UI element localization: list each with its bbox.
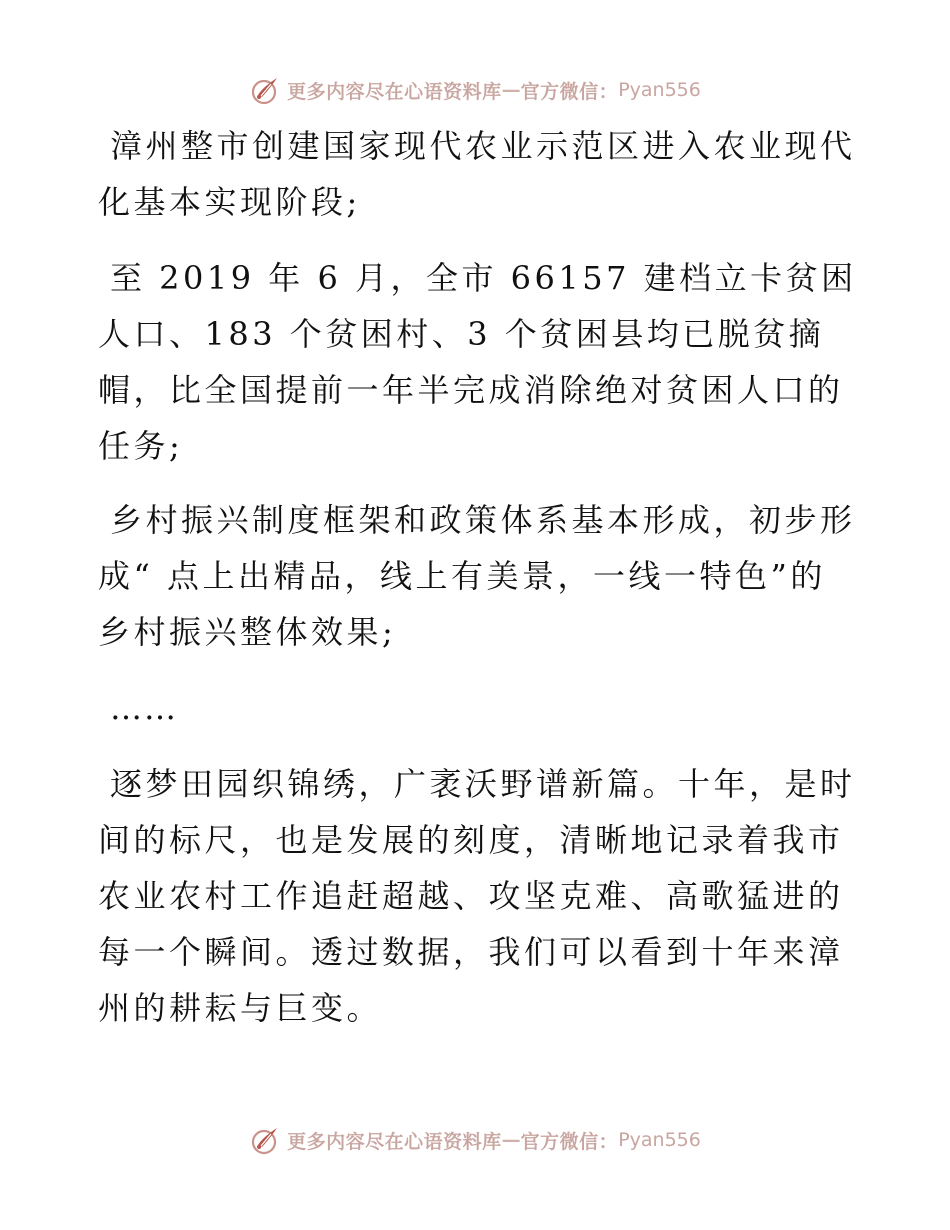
header-watermark [0,70,950,110]
watermark-wechat-id: Pyan556 [618,1129,701,1151]
paragraph-rural-revitalization: 乡村振兴制度框架和政策体系基本形成，初步形成“ 点上出精品，线上有美景，一线一特色”的乡村振兴整体效果; [98,501,856,651]
quill-pen-logo-icon [249,73,283,107]
footer-watermark [0,1120,950,1160]
watermark-wechat-label: 官方微信： [520,80,619,103]
paragraph-demonstration-zone: 漳州整市创建国家现代农业示范区进入农业现代化基本实现阶段; [98,127,856,221]
watermark-main-text: 更多内容尽在心语资料库 [287,1130,502,1153]
paragraph-ten-years-summary: 逐梦田园织锦绣，广袤沃野谱新篇。十年，是时间的标尺，也是发展的刻度，清晰地记录着我市农业农村工作追赶超越、攻坚克难、高歌猛进的每一个瞬间。透过数据，我们可以看到十年来漳州的耕耘与巨变。 [98,765,856,1027]
quill-pen-logo-icon [249,1123,283,1157]
watermark-wechat-label: 官方微信： [520,1130,619,1153]
paragraph-poverty-alleviation: 至 2019 年 6 月，全市 66157 建档立卡贫困人口、183 个贫困村、3 个贫困县均已脱贫摘帽，比全国提前一年半完成消除绝对贫困人口的任务; [98,259,857,465]
watermark-wechat-id: Pyan556 [618,79,701,101]
paragraph-ellipsis: …… [110,689,178,727]
watermark-separator: — [501,79,521,101]
document-body [98,118,858,1054]
watermark-separator: — [501,1129,521,1151]
watermark-main-text: 更多内容尽在心语资料库 [287,80,502,103]
